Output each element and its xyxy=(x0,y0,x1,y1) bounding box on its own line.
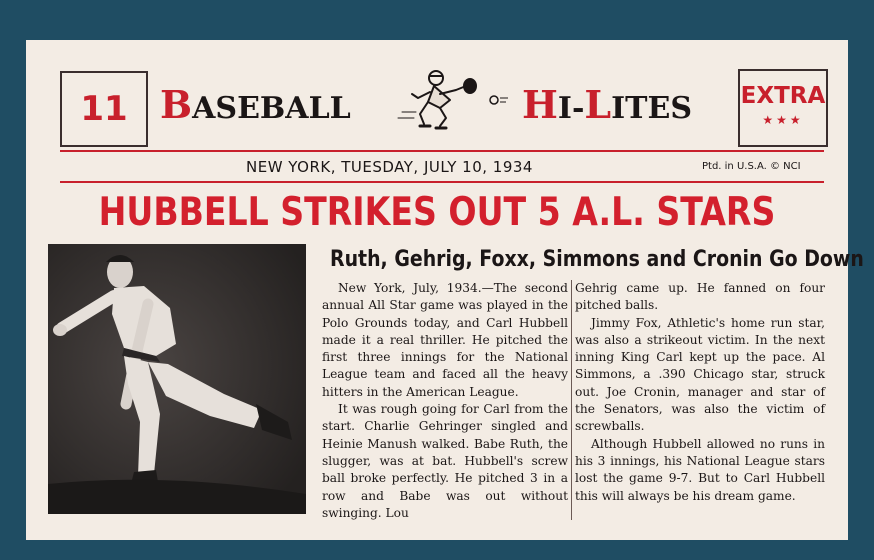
masthead-lites-rest: ITES xyxy=(611,91,692,126)
subheadline: Ruth, Gehrig, Foxx, Simmons and Cronin Go Down xyxy=(330,247,864,272)
card-number: 11 xyxy=(80,89,128,129)
column-divider xyxy=(571,280,572,520)
masthead-lites-cap: L xyxy=(584,82,612,127)
article-paragraph: Jimmy Fox, Athletic's home run star, was also a strikeout victim. In the next inning King Carl kept up the pace. Al Simmons, a .390 Chicago star, struck out. Joe Cronin, manager and star of the Senators, was also the victim of screwballs. xyxy=(575,315,825,434)
masthead-hi-cap: H xyxy=(522,82,558,127)
extra-label: EXTRA xyxy=(740,83,826,109)
article-paragraph: New York, July, 1934.—The second annual All Star game was played in the Polo Grounds today, and Carl Hubbell made it a real thriller. He pitched the first three innings for the National League team and faced all the heavy hitters in the American League. xyxy=(322,281,568,399)
masthead-baseball xyxy=(160,82,351,130)
trading-card xyxy=(26,40,864,540)
article-column-2 xyxy=(575,280,825,505)
masthead-baseball-rest: ASEBALL xyxy=(192,91,351,126)
extra-box xyxy=(738,69,828,147)
printed-notice: Ptd. in U.S.A. © NCI xyxy=(702,161,801,172)
article-paragraph: Although Hubbell allowed no runs in his 3 innings, his National League stars lost the game 9-7. But to Carl Hubbell this will always be his dream game. xyxy=(575,436,825,503)
card-number-box xyxy=(60,71,148,147)
headline: HUBBELL STRIKES OUT 5 A.L. STARS xyxy=(98,190,776,235)
pitcher-photo xyxy=(48,244,306,514)
masthead-hi-rest: I- xyxy=(557,91,585,126)
article-column-1 xyxy=(322,280,568,522)
pitcher-figure-icon xyxy=(48,244,306,514)
masthead-baseball-cap: B xyxy=(160,82,193,127)
article-paragraph: It was rough going for Carl from the start. Charlie Gehringer singled and Heinie Manush walked. Babe Ruth, the slugger, was at bat. Hubbell's screw ball broke perfectly. He pitched 3 in a row and Babe was out without swinging. Lou xyxy=(322,402,568,520)
catcher-illustration-icon xyxy=(394,68,510,136)
article-paragraph-continued: Gehrig came up. He fanned on four pitched balls. xyxy=(575,281,825,313)
bottom-rule xyxy=(60,181,824,183)
top-rule xyxy=(60,150,824,152)
dateline: NEW YORK, TUESDAY, JULY 10, 1934 xyxy=(246,158,533,176)
masthead-hilites xyxy=(522,82,692,130)
extra-stars: ★★★ xyxy=(762,113,804,127)
